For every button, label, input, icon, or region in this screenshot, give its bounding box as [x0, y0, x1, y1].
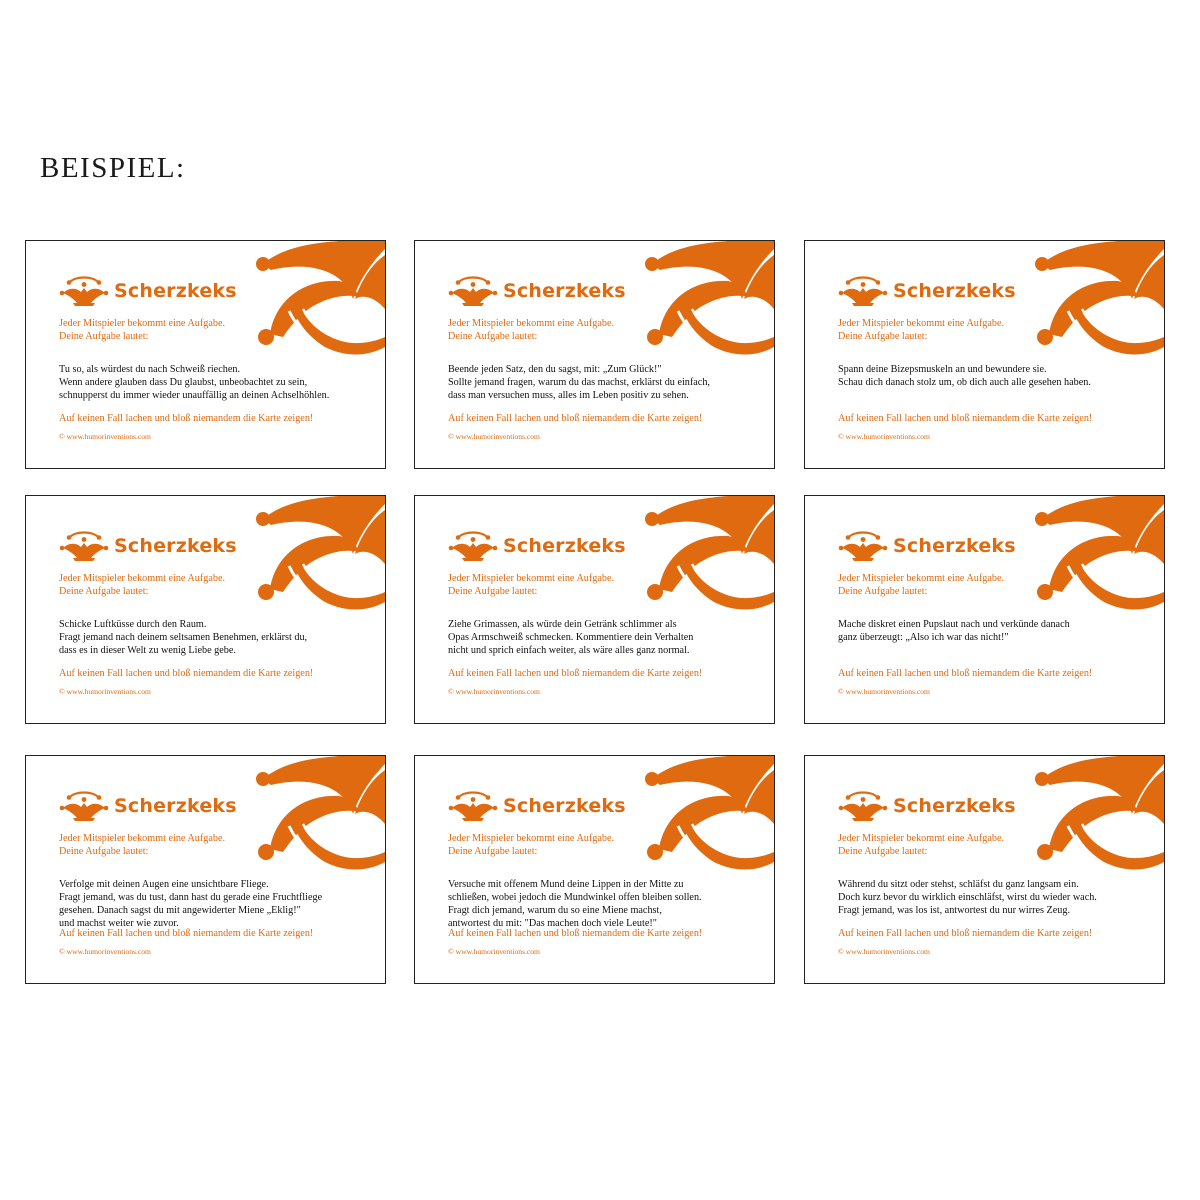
brand-logo	[448, 790, 626, 822]
task-line: Schau dich danach stolz um, ob dich auch alle gesehen haben.	[838, 377, 1091, 388]
copyright-text: © www.humorinventions.com	[448, 687, 540, 696]
brand-name: Scherzkeks	[114, 280, 237, 302]
task-line: nicht und sprich einfach weiter, als wäre alles ganz normal.	[448, 645, 690, 656]
task-line: Doch kurz bevor du wirklich einschläfst, wirst du wieder wach.	[838, 892, 1097, 903]
page-heading: BEISPIEL:	[40, 152, 186, 184]
copyright-text: © www.humorinventions.com	[448, 947, 540, 956]
warning-text: Auf keinen Fall lachen und bloß niemandem die Karte zeigen!	[838, 928, 1093, 939]
jester-hat-icon	[838, 790, 888, 822]
brand-logo	[838, 790, 1016, 822]
jester-hat-icon	[59, 275, 109, 307]
brand-logo	[838, 275, 1016, 307]
warning-text: Auf keinen Fall lachen und bloß niemandem die Karte zeigen!	[838, 413, 1093, 424]
intro-line: Deine Aufgabe lautet:	[59, 331, 149, 342]
card-intro	[838, 572, 1004, 598]
intro-line: Jeder Mitspieler bekommt eine Aufgabe.	[59, 833, 226, 844]
jester-hat-icon	[1034, 241, 1164, 359]
task-card	[25, 240, 386, 469]
brand-logo	[59, 530, 237, 562]
brand-logo	[448, 530, 626, 562]
intro-line: Jeder Mitspieler bekommt eine Aufgabe.	[59, 573, 226, 584]
copyright-text: © www.humorinventions.com	[448, 432, 540, 441]
warning-text: Auf keinen Fall lachen und bloß niemandem die Karte zeigen!	[448, 668, 703, 679]
jester-hat-icon	[644, 756, 774, 874]
task-line: Während du sitzt oder stehst, schläfst du ganz langsam ein.	[838, 879, 1079, 890]
task-card	[804, 240, 1165, 469]
task-line: antwortest du mit: "Das machen doch viele Leute!"	[448, 918, 657, 929]
task-text	[59, 878, 322, 930]
card-intro	[59, 317, 225, 343]
brand-name: Scherzkeks	[893, 795, 1016, 817]
intro-line: Deine Aufgabe lautet:	[838, 586, 928, 597]
brand-logo	[59, 790, 237, 822]
brand-name: Scherzkeks	[503, 280, 626, 302]
brand-name: Scherzkeks	[503, 535, 626, 557]
card-intro	[448, 572, 614, 598]
copyright-text: © www.humorinventions.com	[838, 687, 930, 696]
intro-line: Jeder Mitspieler bekommt eine Aufgabe.	[59, 318, 226, 329]
intro-line: Jeder Mitspieler bekommt eine Aufgabe.	[838, 833, 1005, 844]
intro-line: Jeder Mitspieler bekommt eine Aufgabe.	[838, 318, 1005, 329]
jester-hat-icon	[644, 496, 774, 614]
task-card	[414, 495, 775, 724]
warning-text: Auf keinen Fall lachen und bloß niemandem die Karte zeigen!	[448, 928, 703, 939]
task-text	[59, 618, 307, 657]
warning-text: Auf keinen Fall lachen und bloß niemandem die Karte zeigen!	[59, 668, 314, 679]
jester-hat-icon	[255, 756, 385, 874]
task-line: dass es in dieser Welt zu wenig Liebe gebe.	[59, 645, 236, 656]
task-card	[414, 755, 775, 984]
card-intro	[448, 832, 614, 858]
task-line: Fragt jemand nach deinem seltsamen Benehmen, erklärst du,	[59, 632, 308, 643]
task-line: Beende jeden Satz, den du sagst, mit: „Zum Glück!"	[448, 364, 662, 375]
jester-hat-icon	[448, 530, 498, 562]
jester-hat-icon	[255, 496, 385, 614]
copyright-text: © www.humorinventions.com	[59, 432, 151, 441]
task-card	[804, 755, 1165, 984]
task-line: Tu so, als würdest du nach Schweiß riechen.	[59, 364, 240, 375]
intro-line: Jeder Mitspieler bekommt eine Aufgabe.	[448, 318, 615, 329]
card-intro	[59, 572, 225, 598]
task-line: Mache diskret einen Pupslaut nach und verkünde danach	[838, 619, 1070, 630]
task-line: Spann deine Bizepsmuskeln an und bewundere sie.	[838, 364, 1047, 375]
intro-line: Deine Aufgabe lautet:	[838, 846, 928, 857]
copyright-text: © www.humorinventions.com	[838, 432, 930, 441]
jester-hat-icon	[59, 790, 109, 822]
task-line: Fragt jemand, was los ist, antwortest du nur wirres Zeug.	[838, 905, 1071, 916]
task-line: Wenn andere glauben dass Du glaubst, unbeobachtet zu sein,	[59, 377, 308, 388]
brand-name: Scherzkeks	[114, 535, 237, 557]
brand-logo	[59, 275, 237, 307]
task-text	[59, 363, 329, 402]
intro-line: Deine Aufgabe lautet:	[59, 846, 149, 857]
card-intro	[448, 317, 614, 343]
brand-name: Scherzkeks	[893, 535, 1016, 557]
intro-line: Jeder Mitspieler bekommt eine Aufgabe.	[448, 573, 615, 584]
task-line: Fragt jemand, was du tust, dann hast du gerade eine Fruchtfliege	[59, 892, 323, 903]
brand-name: Scherzkeks	[114, 795, 237, 817]
task-text	[838, 878, 1097, 917]
task-text	[448, 363, 710, 402]
task-line: Verfolge mit deinen Augen eine unsichtbare Fliege.	[59, 879, 269, 890]
intro-line: Deine Aufgabe lautet:	[838, 331, 928, 342]
task-line: schließen, wobei jedoch die Mundwinkel offen bleiben sollen.	[448, 892, 702, 903]
jester-hat-icon	[448, 790, 498, 822]
task-card	[804, 495, 1165, 724]
copyright-text: © www.humorinventions.com	[59, 687, 151, 696]
task-card	[414, 240, 775, 469]
jester-hat-icon	[448, 275, 498, 307]
jester-hat-icon	[1034, 496, 1164, 614]
intro-line: Deine Aufgabe lautet:	[448, 586, 538, 597]
jester-hat-icon	[255, 241, 385, 359]
brand-logo	[838, 530, 1016, 562]
task-line: Versuche mit offenem Mund deine Lippen in der Mitte zu	[448, 879, 684, 890]
copyright-text: © www.humorinventions.com	[838, 947, 930, 956]
task-text	[448, 618, 693, 657]
jester-hat-icon	[644, 241, 774, 359]
intro-line: Jeder Mitspieler bekommt eine Aufgabe.	[838, 573, 1005, 584]
intro-line: Deine Aufgabe lautet:	[448, 846, 538, 857]
task-card	[25, 495, 386, 724]
task-line: Schicke Luftküsse durch den Raum.	[59, 619, 207, 630]
jester-hat-icon	[838, 275, 888, 307]
task-line: Fragt dich jemand, warum du so eine Miene machst,	[448, 905, 662, 916]
task-card	[25, 755, 386, 984]
copyright-text: © www.humorinventions.com	[59, 947, 151, 956]
jester-hat-icon	[838, 530, 888, 562]
warning-text: Auf keinen Fall lachen und bloß niemandem die Karte zeigen!	[448, 413, 703, 424]
task-line: gesehen. Danach sagst du mit angewiderter Miene „Eklig!"	[59, 905, 301, 916]
brand-name: Scherzkeks	[893, 280, 1016, 302]
task-line: Ziehe Grimassen, als würde dein Getränk schlimmer als	[448, 619, 677, 630]
task-line: ganz überzeugt: „Also ich war das nicht!"	[838, 632, 1009, 643]
task-text	[838, 618, 1070, 644]
card-intro	[59, 832, 225, 858]
intro-line: Deine Aufgabe lautet:	[59, 586, 149, 597]
task-line: Sollte jemand fragen, warum du das machst, erklärst du einfach,	[448, 377, 710, 388]
intro-line: Jeder Mitspieler bekommt eine Aufgabe.	[448, 833, 615, 844]
task-text	[448, 878, 702, 930]
warning-text: Auf keinen Fall lachen und bloß niemandem die Karte zeigen!	[59, 413, 314, 424]
warning-text: Auf keinen Fall lachen und bloß niemandem die Karte zeigen!	[838, 668, 1093, 679]
task-line: und machst weiter wie zuvor.	[59, 918, 179, 929]
card-intro	[838, 832, 1004, 858]
card-intro	[838, 317, 1004, 343]
brand-name: Scherzkeks	[503, 795, 626, 817]
task-line: schnupperst du immer wieder unauffällig an deinen Achselhöhlen.	[59, 390, 330, 401]
task-text	[838, 363, 1091, 389]
jester-hat-icon	[1034, 756, 1164, 874]
task-line: dass man versuchen muss, alles im Leben positiv zu sehen.	[448, 390, 689, 401]
intro-line: Deine Aufgabe lautet:	[448, 331, 538, 342]
warning-text: Auf keinen Fall lachen und bloß niemandem die Karte zeigen!	[59, 928, 314, 939]
jester-hat-icon	[59, 530, 109, 562]
task-line: Opas Armschweiß schmecken. Kommentiere dein Verhalten	[448, 632, 694, 643]
brand-logo	[448, 275, 626, 307]
